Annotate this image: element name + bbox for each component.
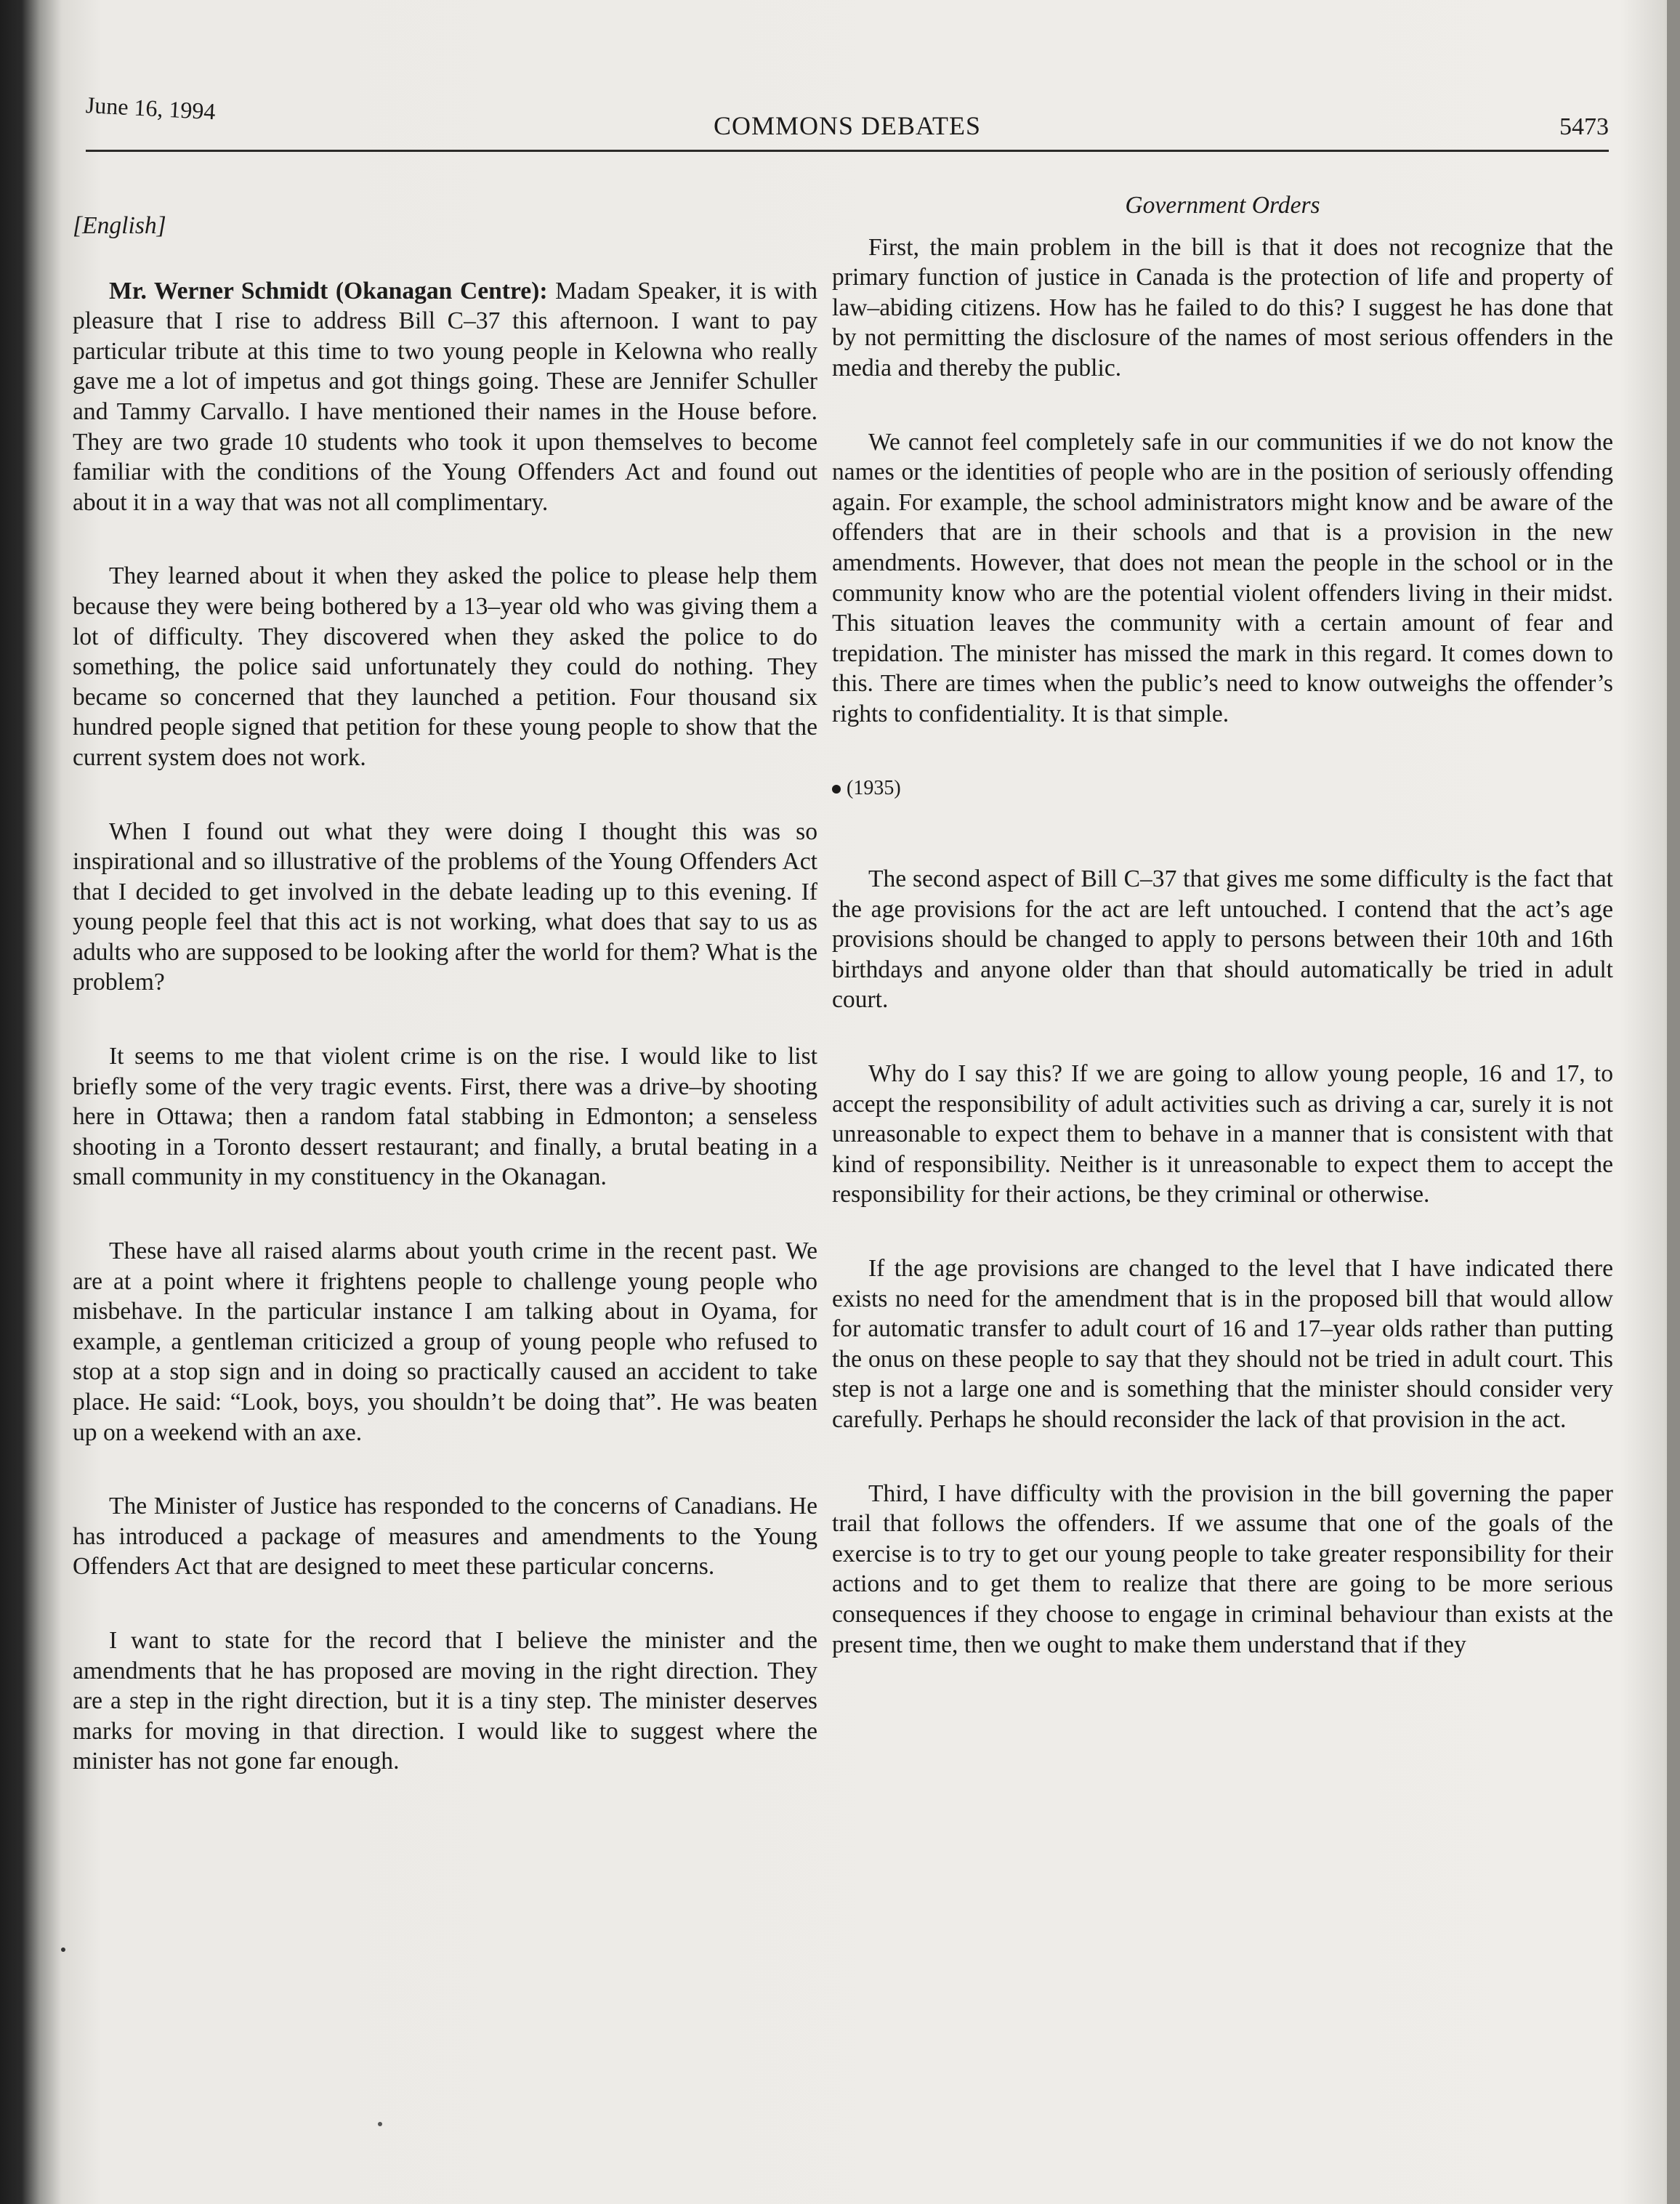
paragraph: The Minister of Justice has responded to the concerns of Canadians. He has introduced a package of measures and amendments to the Young Offenders Act that are designed to meet these particular concerns. — [73, 1493, 817, 1581]
page-header — [86, 86, 1609, 156]
paragraph: If the age provisions are changed to the level that I have indicated there exists no need for the amendment that is in the proposed bill that would allow for automatic transfer to adult court of 16 and 17–year olds rather than putting the onus on these people to say that they should not be tried in adult court. This step is not a large one and is something that the minister should consider very carefully. Perhaps he should reconsider the lack of that provision in the act. — [832, 1255, 1613, 1433]
header-rule — [86, 150, 1609, 152]
header-title: COMMONS DEBATES — [713, 111, 982, 140]
paragraph: First, the main problem in the bill is that it does not recognize that the primary function of justice in Canada is the protection of life and property of law–abiding citizens. How has he failed to do this? I suggest he has done that by not permitting the disclosure of the names of most serious offenders in the media and thereby the public. — [832, 233, 1613, 382]
paragraph: We cannot feel completely safe in our communities if we do not know the names or the identities of people who are in the position of seriously offending again. For example, the school administrators might know and be aware of the offenders that are in their schools and that is a provision in the new amendments. However, that does not mean the people in the school or in the community know who are the potential violent offenders living in their midst. This situation leaves the community with a certain amount of fear and trepidation. The minister has missed the mark in this regard. It comes down to this. There are times when the public’s need to know outweighs the offender’s rights to confidentiality. It is that simple. — [832, 428, 1613, 727]
paragraph — [73, 276, 817, 518]
header-date: June 16, 1994 — [85, 92, 217, 125]
bullet-icon — [832, 785, 841, 794]
paragraph: Third, I have difficulty with the provision in the bill governing the paper trail that follows the offenders. If we assume that one of the goals of the exercise is to try to get our young people to take greater responsibility for their actions and to get them to realize that there are going to be more serious consequences if they choose to engage in criminal behaviour than exists at the present time, then we ought to make them understand that if they — [832, 1480, 1613, 1658]
left-column — [73, 211, 817, 1820]
paragraph: These have all raised alarms about youth crime in the recent past. We are at a point where it frightens people to challenge young people who misbehave. In the particular instance I am talking about in Oyama, for example, a gentleman criticized a group of young people who refused to stop at a stop sign and in doing so practically caused an accident to take place. He said: “Look, boys, you shouldn’t be doing that”. He was beaten up on a weekend with an axe. — [73, 1238, 817, 1446]
header-page-number: 5473 — [1559, 113, 1609, 140]
time-marker — [832, 773, 1613, 804]
language-tag: [English] — [73, 212, 166, 239]
right-column — [832, 190, 1613, 1703]
paragraph: It seems to me that violent crime is on the rise. I would like to list briefly some of the very tragic events. First, there was a drive–by shooting here in Ottawa; then a random fatal stabbing in Edmonton; a senseless shooting in a Toronto dessert restaurant; and finally, a brutal beating in a small community in my constituency in the Okanagan. — [73, 1043, 817, 1191]
section-label: Government Orders — [1125, 192, 1320, 219]
paragraph: The second aspect of Bill C–37 that gives me some difficulty is the fact that the age provisions for the act are left untouched. I contend that the act’s age provisions should be changed to apply to persons between their 10th and 16th birthdays and anyone older than that should automatically be tried in adult court. — [832, 865, 1613, 1014]
dust-speck — [378, 2122, 382, 2126]
page-edge — [1667, 0, 1680, 2204]
time-marker-text: (1935) — [847, 776, 901, 799]
paragraph-text: Madam Speaker, it is with pleasure that I rise to address Bill C–37 this afternoon. I want to pay particular tribute at this time to two young people in Kelowna who really gave me a lot of impetus and got things going. These are Jennifer Schuller and Tammy Carvallo. I have mentioned their names in the House before. They are two grade 10 students who took it upon themselves to become familiar with the conditions of the Young Offenders Act and found out about it in a way that was not all complimentary. — [73, 277, 817, 516]
paragraph: They learned about it when they asked the police to please help them because they were being bothered by a 13–year old who was giving them a lot of difficulty. They discovered when they asked the police to do something, the police said unfortunately they could do nothing. They became so concerned that they launched a petition. Four thousand six hundred people signed that petition for these young people to show that the current system does not work. — [73, 562, 817, 771]
paragraph: Why do I say this? If we are going to allow young people, 16 and 17, to accept the responsibility of adult activities such as driving a car, surely it is not unreasonable to expect them to behave in a manner that is consistent with that kind of responsibility. Neither is it unreasonable to expect them to accept the responsibility for their actions, be they criminal or otherwise. — [832, 1060, 1613, 1208]
paragraph: When I found out what they were doing I thought this was so inspirational and so illustrative of the problems of the Young Offenders Act that I decided to get involved in the debate leading up to this evening. If young people feel that this act is not working, what does that say to us as adults who are supposed to be looking after the world for them? What is the problem? — [73, 818, 817, 996]
paragraph: I want to state for the record that I believe the minister and the amendments that he has proposed are moving in the right direction. They are a step in the right direction, but it is a tiny step. The minister deserves marks for moving in that direction. I would like to suggest where the minister has not gone far enough. — [73, 1626, 817, 1775]
speaker-name: Mr. Werner Schmidt (Okanagan Centre): — [109, 277, 548, 304]
margin-dot — [61, 1947, 65, 1952]
